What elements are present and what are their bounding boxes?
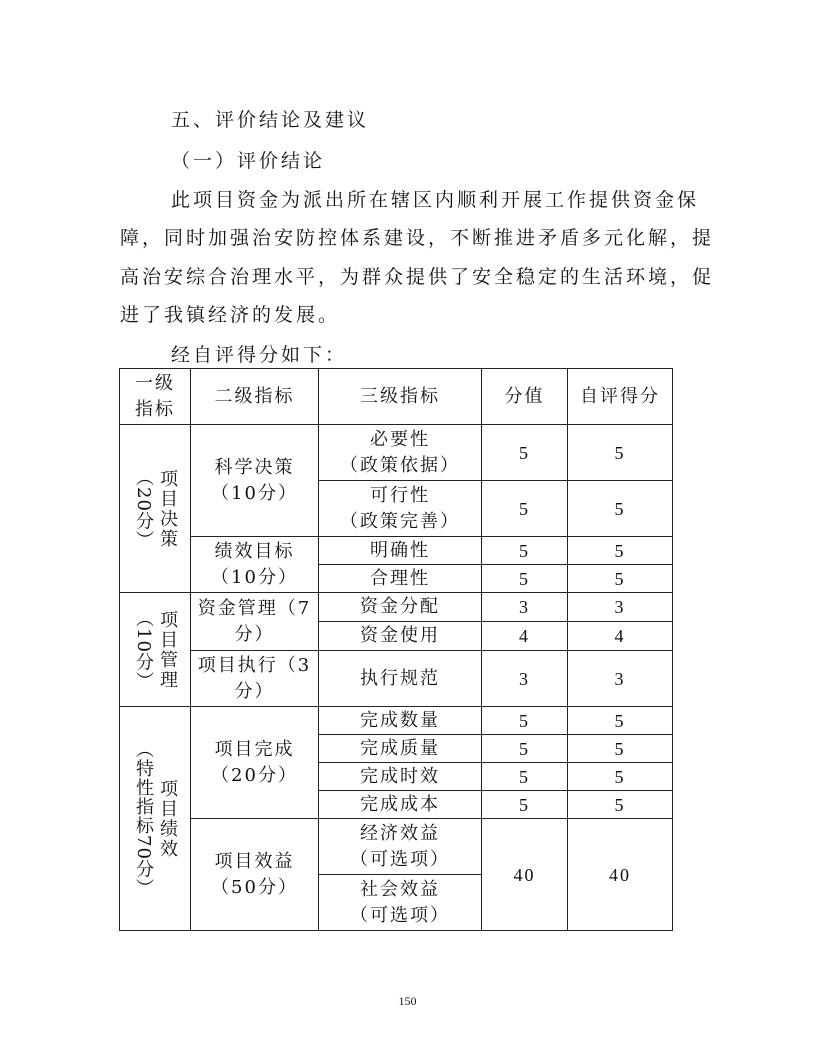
paragraph-line: 障，同时加强治安防控体系建设，不断推进矛盾多元化解，提 xyxy=(120,227,715,249)
level3-cell: 完成成本 xyxy=(319,791,482,819)
level1-name: 项目绩效 xyxy=(157,778,178,859)
value-cell: 5 xyxy=(482,763,568,791)
self-score-cell: 5 xyxy=(568,763,673,791)
value-cell: 5 xyxy=(482,425,568,481)
self-score-cell: 5 xyxy=(568,425,673,481)
value-cell: 5 xyxy=(482,735,568,763)
self-score-cell: 5 xyxy=(568,791,673,819)
level3-name: 经济效益 xyxy=(360,822,440,844)
self-score-cell: 4 xyxy=(568,622,673,651)
level3-cell: 资金使用 xyxy=(319,622,482,651)
level3-cell: 明确性 xyxy=(319,537,482,565)
level3-cell xyxy=(319,481,482,537)
level2-score: （10分） xyxy=(211,482,298,504)
header-level1-line1: 一级 xyxy=(135,372,175,394)
table-row xyxy=(120,537,673,565)
level3-name: 社会效益 xyxy=(360,878,440,900)
level3-cell: 执行规范 xyxy=(319,651,482,707)
level1-cell-performance xyxy=(120,707,191,931)
level2-cell xyxy=(191,707,319,819)
header-level3: 三级指标 xyxy=(319,369,482,425)
level2-score: （20分） xyxy=(211,764,298,786)
self-score-cell: 5 xyxy=(568,481,673,537)
level3-cell: 完成数量 xyxy=(319,707,482,735)
level2-name: 科学决策 xyxy=(214,456,295,478)
level2-cell xyxy=(191,593,319,651)
self-score-cell: 5 xyxy=(568,707,673,735)
level2-name: 项目执行（3 xyxy=(197,654,312,676)
level3-cell xyxy=(319,425,482,481)
self-score-cell: 5 xyxy=(568,565,673,593)
self-score-cell: 3 xyxy=(568,593,673,622)
level3-cell: 合理性 xyxy=(319,565,482,593)
value-cell: 5 xyxy=(482,537,568,565)
section-heading: 五、评价结论及建议 xyxy=(171,109,370,131)
self-score-cell: 5 xyxy=(568,735,673,763)
level2-cell xyxy=(191,651,319,707)
self-score-cell: 3 xyxy=(568,651,673,707)
level3-note: （可选项） xyxy=(350,904,450,926)
level2-name: 绩效目标 xyxy=(214,540,295,562)
level2-name: 项目完成 xyxy=(214,738,295,760)
level2-score: （50分） xyxy=(211,876,298,898)
header-level2: 二级指标 xyxy=(191,369,319,425)
value-cell: 4 xyxy=(482,622,568,651)
level3-cell xyxy=(319,875,482,931)
value-cell: 5 xyxy=(482,565,568,593)
value-cell: 5 xyxy=(482,707,568,735)
level2-score: （10分） xyxy=(211,566,298,588)
value-cell: 40 xyxy=(482,819,568,931)
header-value: 分值 xyxy=(482,369,568,425)
value-cell: 5 xyxy=(482,791,568,819)
level1-cell-decision xyxy=(120,425,191,593)
level3-note: （政策依据） xyxy=(340,454,460,476)
value-cell: 3 xyxy=(482,651,568,707)
table-row xyxy=(120,651,673,707)
level1-name: 项目决策 xyxy=(157,468,178,549)
level3-cell: 资金分配 xyxy=(319,593,482,622)
subsection-heading: （一）评价结论 xyxy=(171,150,326,172)
table-intro: 经自评得分如下： xyxy=(171,344,348,366)
level3-cell: 完成时效 xyxy=(319,763,482,791)
level3-cell xyxy=(319,819,482,875)
level2-name: 资金管理（7 xyxy=(197,597,312,619)
table-header-row xyxy=(120,369,673,425)
paragraph-line: 此项目资金为派出所在辖区内顺利开展工作提供资金保 xyxy=(171,189,700,211)
level1-name: 项目管理 xyxy=(157,609,178,690)
level2-name-cont: 分） xyxy=(234,623,275,645)
self-score-cell: 40 xyxy=(568,819,673,931)
level3-note: （政策完善） xyxy=(340,510,460,532)
level1-note: （10分） xyxy=(133,608,154,691)
level1-note: （特性指标70分） xyxy=(133,739,154,898)
level2-name: 项目效益 xyxy=(214,850,295,872)
level3-name: 必要性 xyxy=(370,428,430,450)
paragraph-line: 高治安综合治理水平，为群众提供了安全稳定的生活环境，促 xyxy=(120,266,715,288)
level2-cell xyxy=(191,425,319,537)
level2-name-cont: 分） xyxy=(234,680,275,702)
level1-cell-management xyxy=(120,593,191,707)
header-level1 xyxy=(120,369,191,425)
value-cell: 5 xyxy=(482,481,568,537)
level2-cell xyxy=(191,819,319,931)
value-cell: 3 xyxy=(482,593,568,622)
level3-note: （可选项） xyxy=(350,848,450,870)
level2-cell xyxy=(191,537,319,593)
level3-cell: 完成质量 xyxy=(319,735,482,763)
page-number: 150 xyxy=(398,994,417,1008)
level3-name: 可行性 xyxy=(370,484,430,506)
level1-note: （20分） xyxy=(133,467,154,550)
table-row xyxy=(120,707,673,735)
paragraph-line: 进了我镇经济的发展。 xyxy=(120,304,341,326)
table-row xyxy=(120,425,673,481)
header-level1-line2: 指标 xyxy=(135,398,175,420)
header-self-score: 自评得分 xyxy=(568,369,673,425)
self-score-cell: 5 xyxy=(568,537,673,565)
table-row xyxy=(120,819,673,875)
score-table xyxy=(119,368,673,931)
table-row xyxy=(120,593,673,622)
